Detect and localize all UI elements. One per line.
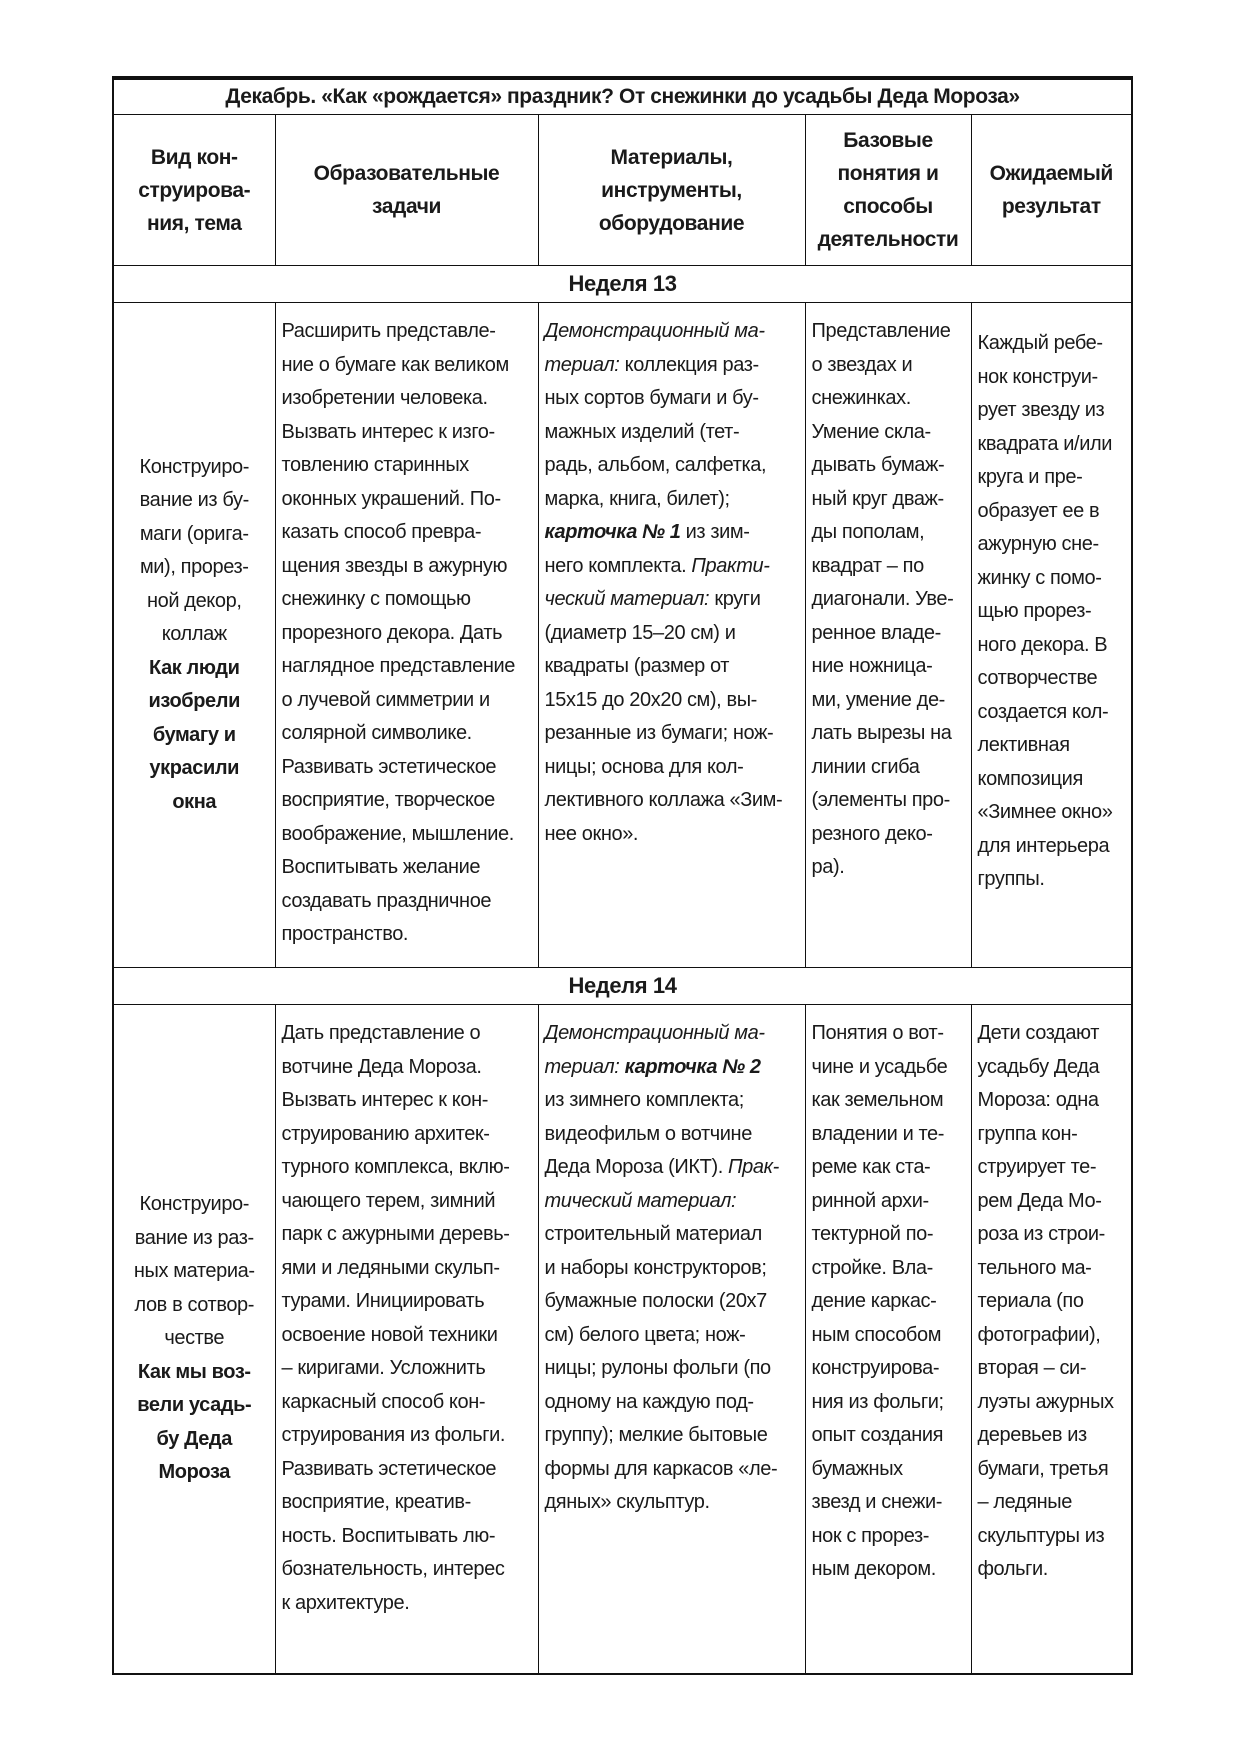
table-title: Декабрь. «Как «рождается» праздник? От снежинки до усадьбы Деда Мороза»: [113, 78, 1132, 115]
emphasized-text: карточка № 1: [544, 521, 681, 543]
cell-text: Понятия о вот- чине и усадьбе как земельном владении и те- реме как ста- ринной архи- тектурной по- стройке. Вла- дение каркас- ным способом конструирова- ния из фольги; опыт создания бумажных звезд и снежи- нок с прорез- ным декором.: [811, 1022, 948, 1580]
cell-text: строительный материал и наборы конструкторов; бумажные полоски (20х7 см) белого цвета; нож- ницы; рулоны фольги (по одному на каждую под- группу); мелкие бытовые формы для каркасов «ле- дяных» скульптур.: [544, 1223, 778, 1513]
header-concepts: Базовые понятия и способы деятельности: [805, 115, 971, 266]
week-13-heading: Неделя 13: [113, 266, 1132, 303]
cell-text: Дать представление о вотчине Деда Мороза. Вызвать интерес к кон- струированию архитек- турного комплекса, вклю- чающего терем, зимний парк с ажурными деревь- ями и ледяными скульп- турами. Инициировать освоение новой техники – киригами. Усложнить каркасный способ кон- струирования из фольги. Развивать эстетическое восприятие, креатив- ность. Воспитывать лю- бознательность, интерес к архитектуре.: [281, 1022, 510, 1614]
cell-text: круги (диаметр 15–20 см) и квадраты (размер от 15х15 до 20х20 см), вы- резанные из бумаги; нож- ницы; основа для кол- лективного коллажа «Зим- нее окно».: [544, 588, 783, 845]
cell-text: из зимнего комплекта; видеофильм о вотчине Деда Мороза (ИКТ).: [544, 1089, 752, 1178]
cell-materials: [539, 1005, 805, 1520]
table-row: [113, 1005, 1132, 1675]
emphasized-text: Практи- ческий материал:: [544, 554, 770, 610]
cell-result: [972, 1005, 1132, 1587]
cell-concepts: [806, 1005, 971, 1587]
emphasized-text: Демонстрационный ма- териал:: [544, 320, 765, 376]
cell-text: Расширить представле- ние о бумаге как великом изобретении человека. Вызвать интерес к изго- товлению старинных оконных украшений. По- казать способ превра- щения звезды в ажурную снежинку с помощью прорезного декора. Дать наглядное представление о лучевой симметрии и солярной символике. Развивать эстетическое восприятие, творческое воображение, мышление. Воспитывать желание создавать праздничное пространство.: [281, 320, 516, 945]
cell-text: Конструиро- вание из раз- ных материа- лов в сотвор- честве: [133, 1193, 255, 1350]
cell-text: из зим- него комплекта.: [544, 521, 750, 577]
header-materials: Материалы, инструменты, оборудование: [538, 115, 805, 266]
cell-type-topic: [114, 451, 275, 820]
cell-type-topic: [114, 1188, 275, 1490]
header-result: Ожидаемый результат: [971, 115, 1132, 266]
cell-text: Представление о звездах и снежинках. Умение скла- дывать бумаж- ный круг дваж- ды пополам, квадрат – по диагонали. Уве- ренное владе- ние ножница- ми, умение де- лать вырезы на линии сгиба (элементы про- резного деко- ра).: [811, 320, 954, 878]
emphasized-text: Прак- тический материал:: [544, 1156, 779, 1212]
topic-title: Как мы воз- вели усадь- бу Деда Мороза: [137, 1360, 252, 1484]
table-row: [113, 303, 1132, 968]
cell-text: коллекция раз- ных сортов бумаги и бу- мажных изделий (тет- радь, альбом, салфетка, марка, книга, билет);: [544, 353, 767, 510]
header-type-topic: Вид кон- струирова- ния, тема: [113, 115, 275, 266]
header-tasks: Образовательные задачи: [275, 115, 538, 266]
cell-result: [972, 303, 1132, 897]
week-14-heading: Неделя 14: [113, 968, 1132, 1005]
cell-concepts: [806, 303, 971, 885]
cell-text: Каждый ребе- нок конструи- рует звезду из квадрата и/или круга и пре- образует ее в ажурную сне- жинку с помо- щью прорез- ного декора. В сотворчестве создается кол- лективная композиция «Зимнее окно» для интерьера группы.: [977, 332, 1113, 890]
cell-tasks: [276, 1005, 538, 1620]
cell-text: Конструиро- вание из бу- маги (орига- ми), прорез- ной декор, коллаж: [139, 455, 250, 646]
cell-tasks: [276, 303, 538, 952]
cell-materials: [539, 303, 805, 851]
cell-text: Дети создают усадьбу Деда Мороза: одна группа кон- струирует те- рем Деда Мо- роза из строи- тельного ма- териала (по фотографии), вторая – си- луэты ажурных деревьев из бумаги, третья – ледяные скульптуры из фольги.: [977, 1022, 1114, 1580]
emphasized-text: карточка № 2: [624, 1055, 761, 1078]
plan-table: [112, 76, 1133, 1675]
topic-title: Как люди изобрели бумагу и украсили окна: [148, 656, 240, 813]
emphasized-text: Демонстрационный ма- териал:: [544, 1022, 765, 1078]
